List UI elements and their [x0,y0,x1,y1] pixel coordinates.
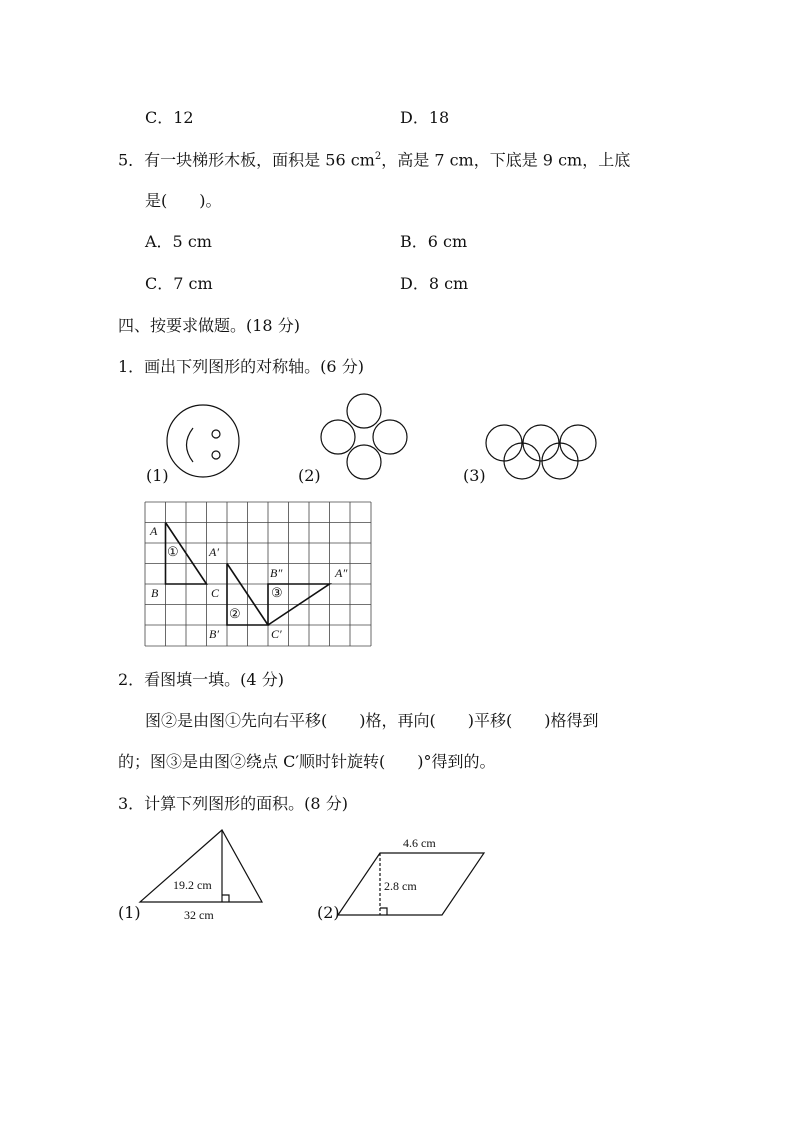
q5-option-b: B．6 cm [400,232,468,251]
triangle-right-angle-mark [222,895,229,902]
triangle-height-label: 19.2 cm [173,878,212,892]
problem-1-title: 1．画出下列图形的对称轴。(6 分) [118,357,364,376]
section-4-title: 四、按要求做题。(18 分) [118,316,300,335]
triangle-base-label: 32 cm [184,908,214,922]
figure-label-1: (1) [146,466,169,485]
q5-stem-line1: 5．有一块梯形木板，面积是 56 $cm^2$，高是 7 cm，下底是 9 cm，上底 [118,150,631,170]
figure-2-marker: ② [229,606,241,621]
problem-3-title: 3．计算下列图形的面积。(8 分) [118,794,348,813]
point-b-double-prime: B″ [270,566,283,580]
q4-option-c: C．12 [145,108,194,127]
point-a-double-prime: A″ [335,566,348,580]
parallelogram-top-label: 4.6 cm [403,836,436,850]
point-c-prime: C′ [271,627,282,641]
parallelogram-right-angle-mark [380,908,387,915]
figure-label-3: (3) [463,466,486,485]
point-c: C [211,586,220,600]
point-b-prime: B′ [209,627,219,641]
problem-2-line2: 的；图③是由图②绕点 C′顺时针旋转( )°得到的。 [118,752,496,771]
problem-2-title: 2．看图填一填。(4 分) [118,670,284,689]
figure-label-2: (2) [298,466,321,485]
point-b: B [151,586,159,600]
q5-option-d: D．8 cm [400,274,469,293]
point-a: A [150,524,158,538]
parallelogram-height-label: 2.8 cm [384,879,417,893]
problem-2-line1: 图②是由图①先向右平移( )格，再向( )平移( )格得到 [145,711,599,730]
area-figure-label-2: (2) [317,903,340,922]
figure-3-marker: ③ [271,585,283,600]
point-a-prime: A′ [209,545,219,559]
figure-1-marker: ① [167,544,179,559]
area-figure-label-1: (1) [118,903,141,922]
q5-stem-line2: 是( )。 [145,191,222,210]
q5-option-a: A．5 cm [145,232,212,251]
q5-option-c: C．7 cm [145,274,213,293]
q4-option-d: D．18 [400,108,450,127]
